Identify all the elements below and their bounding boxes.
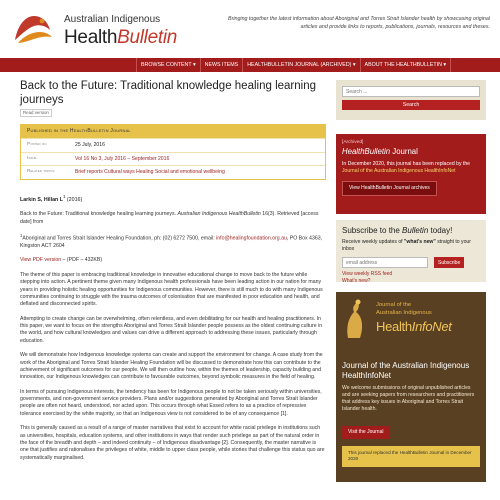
nav-news-items[interactable]: NEWS ITEMS bbox=[200, 58, 243, 72]
pdf-download: View PDF version – (PDF – 432KB) bbox=[20, 257, 103, 264]
infonet-panel-title: Journal of the Australian Indigenous HealthInfoNet bbox=[342, 361, 470, 380]
nav-healthbulletin-journal[interactable]: HEALTHBULLETIN JOURNAL (ARCHIVED) ▾ bbox=[242, 58, 359, 72]
archived-kicker: [Archived] bbox=[342, 140, 364, 145]
article-paragraph: This is generally caused as a result of a range of master narratives that exist to account for white racial privilege in institutions such as universities, hospitals, education systems, and other institutions in ways that render such privilege as part of the natural order in the face of the breadth and depth – and indeed continuity – of Indigenous disadvantage [2]. Consequently, the master narrative is one that justifies and rationalises the privileges of white, middle to upper class people, while stories that challenge this status quo are systematically marginalised. bbox=[20, 425, 325, 461]
infonet-journal-panel bbox=[336, 292, 486, 482]
search-button[interactable]: Search bbox=[342, 100, 480, 110]
article-authors: Larkin S, Hillan $L^1$ (2016) bbox=[20, 194, 83, 204]
archived-journal-panel bbox=[336, 134, 486, 214]
subscribe-form bbox=[342, 257, 480, 268]
infonet-journal-link[interactable]: Journal of the Australian Indigenous HealthInfoNet bbox=[342, 168, 456, 175]
infonet-logo-small: Journal of the Australian Indigenous bbox=[376, 302, 432, 316]
meta-row-issue: Issue Vol 16 No 3, July 2016 – September 2016 bbox=[21, 152, 325, 166]
logo-small-text: Australian Indigenous bbox=[64, 14, 161, 25]
healthbulletin-logo-icon bbox=[12, 12, 54, 46]
view-archives-button[interactable]: View HealthBulletin Journal archives bbox=[342, 181, 437, 196]
meta-heading: Published in the HealthBulletin Journal bbox=[21, 125, 325, 138]
infonet-note: This journal replaced the HealthBulletin Journal in December 2020 bbox=[342, 446, 480, 467]
archived-panel-title: HealthBulletin Journal bbox=[342, 147, 418, 157]
article-paragraph: In terms of pursuing Indigenous interests, the tendency has been for Indigenous people to not be taken seriously within universities, governments, and non-government service providers. Plans and/or suggestions generated by Aboriginal and Torres Strait Islander people are often not heard, understood, nor acted upon. This occurs through what Essed refers to as a practice of repressive tolerance exercised by the white majority, so that an Indigenous view is not considered to be of any consequence [1]. bbox=[20, 388, 322, 417]
archived-panel-text: In December 2020, this journal has been replaced by the Journal of the Australian Indigenous HealthInfoNet bbox=[342, 160, 470, 175]
infonet-logo-big: HealthInfoNet bbox=[376, 319, 452, 334]
site-tagline: Bringing together the latest information about Aboriginal and Torres Strait Islander health by showcasing original articles and provide links to reports, publications, journals, resources and theses. bbox=[228, 16, 490, 30]
affiliation-email-link[interactable]: info@healingfoundation.org.au bbox=[216, 235, 287, 242]
article-main bbox=[20, 80, 326, 462]
nav-about[interactable]: ABOUT THE HEALTHBULLETIN ▾ bbox=[360, 58, 452, 72]
sidebar bbox=[336, 80, 486, 482]
subscribe-text: Receive weekly updates of "what's new" straight to your inbox bbox=[342, 238, 471, 252]
article-paragraph: Attempting to create change can be overwhelming, often relentless, and even debilitating for our health and healing practitioners. In this paper, we want to focus on the strengths Aboriginal and Torres Strait Islander people possess as the oldest continuing culture in the world, and how cultural knowledges and values can drive a different approach to addressing these issues, particularly through education. bbox=[20, 315, 323, 344]
version-tag[interactable]: Read version bbox=[20, 109, 52, 117]
article-citation: Back to the Future: Traditional knowledge healing learning journeys. Australian Indigenous HealthBulletin 16(3). Retrieved [access date] from bbox=[20, 211, 319, 225]
infonet-logo-icon bbox=[342, 298, 368, 342]
email-field[interactable] bbox=[342, 257, 428, 268]
subscribe-button[interactable]: Subscribe bbox=[434, 257, 464, 268]
author-affiliation: $^1$Aboriginal and Torres Strait Islander Healing Foundation, ph: (02) 6272 7500, email: info@healingfoundation.org.au, PO Box 4363, Kingston ACT 2604 bbox=[20, 232, 323, 250]
whats-new-link[interactable]: What's new? bbox=[342, 278, 371, 285]
visit-journal-button[interactable]: Visit the Journal bbox=[342, 426, 389, 439]
logo-big-text: HealthBulletin bbox=[64, 27, 178, 48]
infonet-panel-text: We welcome submissions of original unpublished articles and are seeking papers from researchers and practitioners that address key issues in Aboriginal and Torres Strait Islander health. bbox=[342, 385, 475, 413]
search-input[interactable] bbox=[342, 86, 480, 97]
site-header bbox=[0, 0, 500, 57]
meta-row-topics: Related topics Brief reports Cultural ways Healing Social and emotional wellbeing bbox=[21, 165, 325, 179]
article-paragraph: We will demonstrate how Indigenous knowledge systems can create and support the environment for change. A case study from the work of the Aboriginal and Torres Strait Islander Healing Foundation will be discussed to demonstrate how this can contribute to the achievement of significant outcomes for our people. We will then outline how, within the themes of leadership, capacity building and innovation, our Indigenous knowledges can contribute to favourable outcomes, beyond symbolic measures in the field of healing. bbox=[20, 352, 323, 381]
search-panel bbox=[336, 80, 486, 120]
rss-feed-link[interactable]: View weekly RSS feed bbox=[342, 271, 393, 278]
subscribe-title: Subscribe to the Bulletin today! bbox=[342, 226, 453, 235]
main-nav bbox=[0, 58, 500, 72]
issue-link[interactable]: Vol 16 No 3, July 2016 – September 2016 bbox=[75, 155, 170, 162]
site-logo[interactable] bbox=[12, 10, 202, 48]
related-topics-links[interactable]: Brief reports Cultural ways Healing Social and emotional wellbeing bbox=[75, 169, 225, 176]
pdf-link[interactable]: View PDF version bbox=[20, 257, 62, 264]
nav-browse-content[interactable]: BROWSE CONTENT ▾ bbox=[136, 58, 200, 72]
meta-row-posted: Posted on 25 July, 2016 bbox=[21, 138, 325, 152]
article-paragraph: The theme of this paper is embracing traditional knowledge in innovative educational change to move back to the future while stepping into action. A pertinent theme given many Indigenous health professionals have been leading action in our nation for many years in providing holistic healing opportunities for Indigenous communities. However, there is still much to do with many Indigenous communities continuing to struggle with the trauma outcomes of colonisation that are manifested in poor education and health, and deflated and disconnected spirits. bbox=[20, 271, 323, 308]
page-title: Back to the Future: Traditional knowledge healing learning journeys bbox=[20, 80, 316, 106]
publication-meta-box bbox=[20, 124, 326, 180]
subscribe-panel bbox=[336, 220, 486, 285]
subscribe-links bbox=[342, 271, 480, 285]
